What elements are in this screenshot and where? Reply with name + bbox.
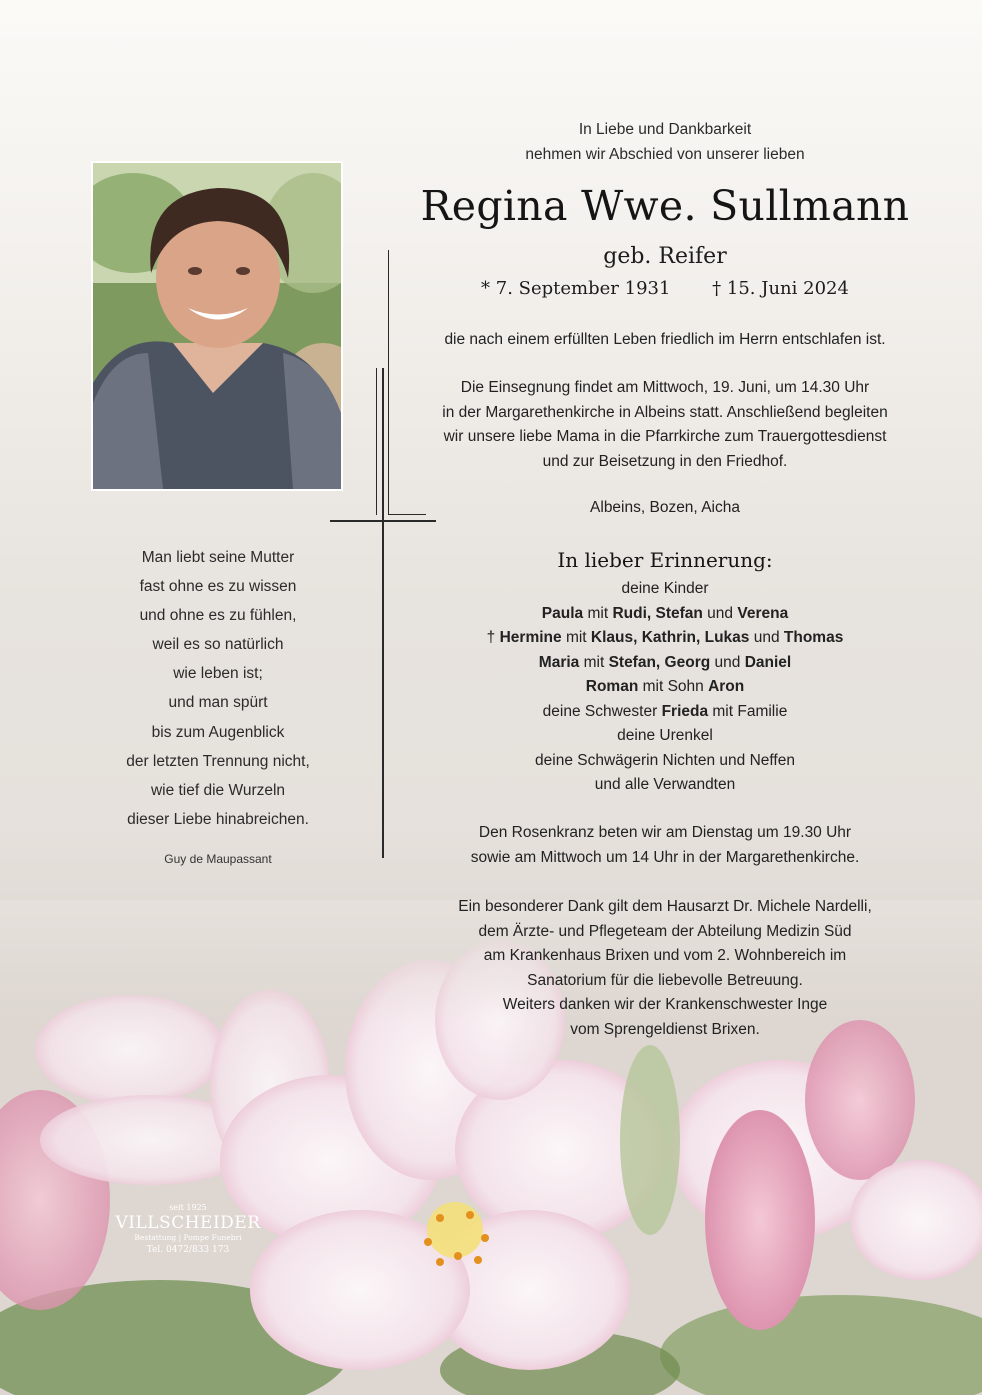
memory-title: In lieber Erinnerung: xyxy=(557,548,773,572)
intro-line: In Liebe und Dankbarkeit xyxy=(578,121,752,138)
mourners-list xyxy=(405,577,925,798)
text-line: wir unsere liebe Mama in die Pfarrkirche zum Trauergottesdienst xyxy=(443,428,887,445)
birth-date: * 7. September 1931 xyxy=(481,278,671,299)
cross-line-vertical xyxy=(382,368,384,858)
text-line: und zur Beisetzung in den Friedhof. xyxy=(542,452,788,470)
intro-text xyxy=(405,118,925,167)
portrait-image xyxy=(93,163,341,489)
deceased-name: Regina Wwe. Sullmann xyxy=(420,182,910,230)
cross-line-vertical-upper xyxy=(388,250,389,515)
thanks-text xyxy=(405,895,925,1042)
rosary-text xyxy=(405,821,925,870)
text-line: Die Einsegnung findet am Mittwoch, 19. Juni, um 14.30 Uhr xyxy=(460,379,870,396)
poem-line: wie leben ist; xyxy=(173,665,263,683)
text-line: Den Rosenkranz beten wir am Dienstag um 19.30 Uhr xyxy=(478,824,852,841)
passing-text xyxy=(405,328,925,353)
cross-line-vertical-left xyxy=(376,368,377,515)
logo-brand: VILLSCHEIDER xyxy=(115,1213,261,1233)
poem-author: Guy de Maupassant xyxy=(164,852,272,866)
poem-line: bis zum Augenblick xyxy=(151,723,285,741)
intro-line: nehmen wir Abschied von unserer lieben xyxy=(525,145,805,163)
mourner-line: Maria mit Stefan, Georg und Daniel xyxy=(538,653,792,671)
text-line: sowie am Mittwoch um 14 Uhr in der Margarethenkirche. xyxy=(470,848,860,866)
mourner-line: † Hermine mit Klaus, Kathrin, Lukas und Thomas xyxy=(486,629,844,646)
poem-line: und ohne es zu fühlen, xyxy=(139,607,297,625)
text-line: Weiters danken wir der Krankenschwester Inge xyxy=(502,996,828,1013)
poem xyxy=(96,543,340,834)
places-text: Albeins, Bozen, Aicha xyxy=(590,499,740,516)
poem-line: dieser Liebe hinabreichen. xyxy=(127,810,309,828)
poem-line: weil es so natürlich xyxy=(152,636,284,654)
mourner-line: und alle Verwandten xyxy=(594,776,736,793)
poem-line: fast ohne es zu wissen xyxy=(139,578,297,596)
text-line: am Krankenhaus Brixen und vom 2. Wohnbereich im xyxy=(483,947,847,964)
mourner-line: deine Kinder xyxy=(621,580,709,597)
funeral-home-logo xyxy=(108,1203,268,1257)
logo-since: seit 1925 xyxy=(169,1203,207,1212)
death-date: † 15. Juni 2024 xyxy=(712,278,849,299)
mourner-line: Roman mit Sohn Aron xyxy=(585,678,745,695)
text-line: vom Sprengeldienst Brixen. xyxy=(570,1020,760,1038)
logo-phone: Tel. 0472/833 173 xyxy=(146,1245,230,1255)
ceremony-text xyxy=(405,376,925,474)
mourner-line: deine Schwägerin Nichten und Neffen xyxy=(535,751,795,769)
text-line: die nach einem erfüllten Leben friedlich im Herrn entschlafen ist. xyxy=(444,331,886,348)
text-line: Ein besonderer Dank gilt dem Hausarzt Dr. Michele Nardelli, xyxy=(458,898,872,915)
poem-line: der letzten Trennung nicht, xyxy=(126,752,310,770)
text-line: dem Ärzte- und Pflegeteam der Abteilung Medizin Süd xyxy=(478,922,852,940)
mourner-line: Paula mit Rudi, Stefan und Verena xyxy=(541,604,789,622)
logo-subtitle: Bestattung | Pompe Funebri xyxy=(134,1233,242,1242)
mourner-line: deine Urenkel xyxy=(617,727,713,744)
poem-line: Man liebt seine Mutter xyxy=(141,549,295,566)
mourner-line: deine Schwester Frieda mit Familie xyxy=(542,702,788,720)
poem-line: und man spürt xyxy=(168,694,268,712)
text-line: in der Margarethenkirche in Albeins statt. Anschließend begleiten xyxy=(442,403,888,421)
poem-line: wie tief die Wurzeln xyxy=(150,781,286,799)
life-dates xyxy=(405,278,925,299)
text-line: Sanatorium für die liebevolle Betreuung. xyxy=(527,971,803,989)
portrait-photo xyxy=(91,161,343,491)
birth-name: geb. Reifer xyxy=(603,244,727,269)
